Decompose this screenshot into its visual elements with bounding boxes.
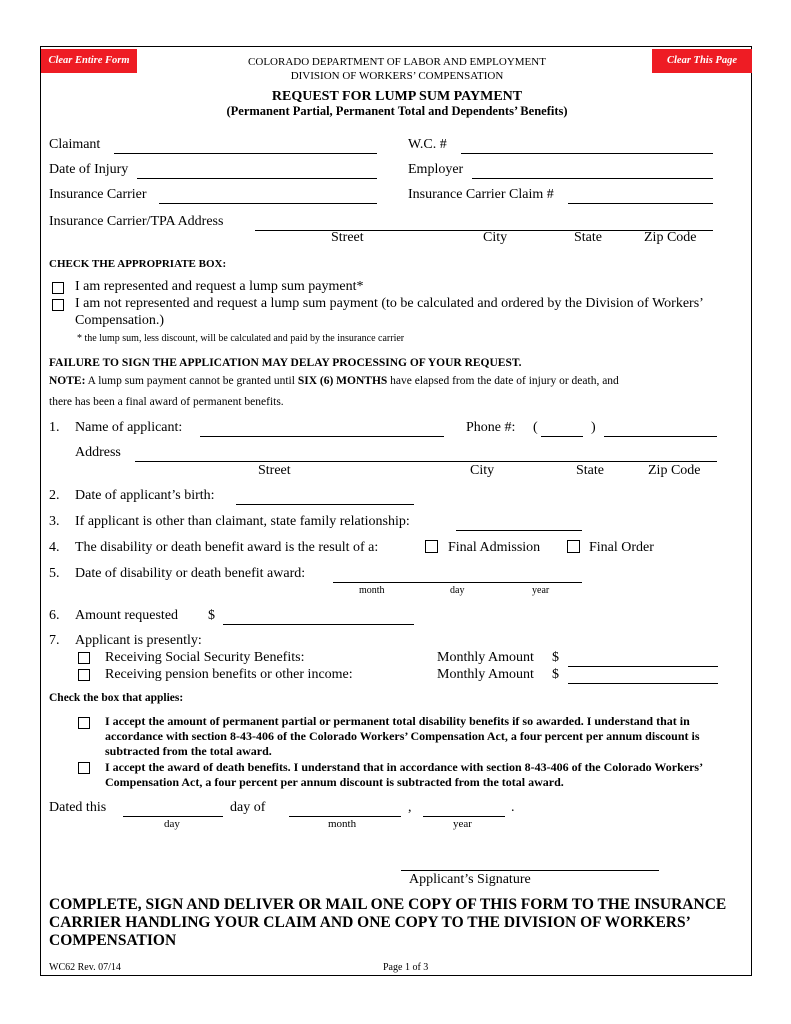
applicant-address-input[interactable]: [135, 446, 717, 462]
pension-dollar-sign: $: [552, 667, 559, 682]
dated-day-input[interactable]: [123, 801, 223, 817]
check-box-heading: CHECK THE APPROPRIATE BOX:: [49, 258, 227, 270]
item-5-number: 5.: [49, 566, 60, 581]
item-3-number: 3.: [49, 514, 60, 529]
amount-requested-input[interactable]: [223, 609, 414, 625]
applicant-city-label: City: [470, 463, 495, 478]
item-1-number: 1.: [49, 420, 60, 435]
carrier-claim-label: Insurance Carrier Claim #: [408, 187, 554, 202]
form-subtitle: (Permanent Partial, Permanent Total and Dependents’ Benefits): [226, 104, 568, 118]
dated-period: .: [511, 800, 515, 815]
state-label: State: [574, 230, 602, 245]
applies-heading: Check the box that applies:: [49, 692, 184, 704]
note-six-months: SIX (6) MONTHS: [297, 375, 388, 387]
applicant-name-label: Name of applicant:: [75, 420, 183, 435]
award-day-caption: day: [450, 585, 465, 596]
ss-monthly-input[interactable]: [568, 651, 718, 667]
delivery-instructions: COMPLETE, SIGN AND DELIVER OR MAIL ONE COPY OF THIS FORM TO THE INSURANCE CARRIER HANDLING YOUR CLAIM AND ONE COPY TO THE DIVISION OF WORKERS’ COMPENSATION: [49, 896, 727, 949]
page-number: Page 1 of 3: [383, 962, 429, 973]
day-of-label: day of: [230, 800, 266, 815]
represented-checkbox[interactable]: [52, 282, 64, 294]
pension-checkbox[interactable]: [78, 669, 90, 681]
dated-this-label: Dated this: [49, 800, 107, 815]
note-label: NOTE:: [49, 375, 86, 387]
accept-disability-text: I accept the amount of permanent partial or permanent total disability benefits if so awarded. I understand that in accordance with section 8-43-406 of the Colorado Workers’ Compensation Act, a four percent per annum discount is subtracted from the total award.: [105, 714, 700, 758]
item-4-number: 4.: [49, 540, 60, 555]
carrier-address-input[interactable]: [255, 215, 713, 231]
social-security-label: Receiving Social Security Benefits:: [105, 650, 305, 665]
not-represented-label: I am not represented and request a lump sum payment (to be calculated and ordered by the Division of Workers’: [75, 296, 704, 311]
pension-label: Receiving pension benefits or other income:: [105, 667, 353, 682]
city-label: City: [483, 230, 508, 245]
applicant-address-label: Address: [75, 445, 121, 460]
accept-disability-checkbox[interactable]: [78, 717, 90, 729]
note-text-2: have elapsed from the date of injury or death, and: [387, 375, 619, 387]
phone-area-code-input[interactable]: [541, 421, 583, 437]
signature-label: Applicant’s Signature: [409, 872, 531, 887]
phone-number-input[interactable]: [604, 421, 717, 437]
amount-dollar-sign: $: [208, 608, 215, 623]
carrier-address-label: Insurance Carrier/TPA Address: [49, 214, 224, 229]
note-text-1: A lump sum payment cannot be granted until: [85, 375, 298, 387]
note-line-2: there has been a final award of permanent benefits.: [49, 396, 284, 408]
final-order-label: Final Order: [589, 540, 654, 555]
award-date-label: Date of disability or death benefit award:: [75, 566, 306, 581]
agency-name: COLORADO DEPARTMENT OF LABOR AND EMPLOYMENT: [248, 56, 546, 68]
phone-open-paren: (: [533, 420, 538, 435]
clear-this-page-button[interactable]: Clear This Page: [652, 49, 752, 73]
applicant-zip-label: Zip Code: [648, 463, 701, 478]
social-security-checkbox[interactable]: [78, 652, 90, 664]
zip-label: Zip Code: [644, 230, 697, 245]
form-title: REQUEST FOR LUMP SUM PAYMENT: [271, 89, 523, 104]
employer-input[interactable]: [472, 163, 713, 179]
six-month-note: [49, 375, 619, 387]
amount-requested-label: Amount requested: [75, 608, 179, 623]
carrier-claim-input[interactable]: [568, 188, 713, 204]
lump-sum-footnote: * the lump sum, less discount, will be calculated and paid by the insurance carrier: [77, 333, 405, 344]
birth-date-input[interactable]: [236, 489, 414, 505]
award-date-input[interactable]: [333, 567, 582, 583]
item-2-number: 2.: [49, 488, 60, 503]
failure-warning: FAILURE TO SIGN THE APPLICATION MAY DELAY PROCESSING OF YOUR REQUEST.: [49, 357, 522, 369]
dated-year-input[interactable]: [423, 801, 505, 817]
final-admission-label: Final Admission: [448, 540, 541, 555]
clear-entire-form-button[interactable]: Clear Entire Form: [41, 49, 137, 73]
final-order-checkbox[interactable]: [567, 540, 580, 553]
relationship-input[interactable]: [456, 515, 582, 531]
applicant-street-label: Street: [258, 463, 291, 478]
represented-label: I am represented and request a lump sum payment*: [75, 279, 364, 294]
award-result-label: The disability or death benefit award is the result of a:: [75, 540, 379, 555]
dated-comma: ,: [408, 800, 412, 815]
final-admission-checkbox[interactable]: [425, 540, 438, 553]
claimant-label: Claimant: [49, 137, 101, 152]
insurance-carrier-input[interactable]: [159, 188, 377, 204]
dated-month-caption: month: [328, 818, 357, 830]
dated-day-caption: day: [164, 818, 180, 830]
not-represented-checkbox[interactable]: [52, 299, 64, 311]
not-represented-label-cont: Compensation.): [75, 313, 165, 328]
presently-label: Applicant is presently:: [75, 633, 202, 648]
form-page: [40, 46, 752, 976]
item-7-number: 7.: [49, 633, 60, 648]
pension-monthly-label: Monthly Amount: [437, 667, 534, 682]
form-id: WC62 Rev. 07/14: [49, 962, 121, 973]
relationship-label: If applicant is other than claimant, state family relationship:: [75, 514, 410, 529]
street-label: Street: [331, 230, 364, 245]
wc-number-label: W.C. #: [408, 137, 447, 152]
dated-year-caption: year: [453, 818, 472, 830]
phone-label: Phone #:: [466, 420, 516, 435]
accept-death-text: I accept the award of death benefits. I understand that in accordance with section 8-43-406 of the Colorado Workers’ Compensation Act, a four percent per annum discount is subtracted from the total award.: [105, 760, 703, 789]
employer-label: Employer: [408, 162, 464, 177]
award-month-caption: month: [359, 585, 385, 596]
wc-number-input[interactable]: [461, 138, 713, 154]
birth-date-label: Date of applicant’s birth:: [75, 488, 215, 503]
claimant-input[interactable]: [114, 138, 377, 154]
dated-month-input[interactable]: [289, 801, 401, 817]
applicant-name-input[interactable]: [200, 421, 444, 437]
signature-input[interactable]: [401, 855, 659, 871]
date-of-injury-input[interactable]: [137, 163, 377, 179]
division-name: DIVISION OF WORKERS’ COMPENSATION: [290, 70, 504, 82]
award-year-caption: year: [532, 585, 550, 596]
date-of-injury-label: Date of Injury: [49, 162, 129, 177]
applicant-state-label: State: [576, 463, 604, 478]
phone-close-paren: ): [591, 420, 596, 435]
item-6-number: 6.: [49, 608, 60, 623]
pension-monthly-input[interactable]: [568, 668, 718, 684]
ss-dollar-sign: $: [552, 650, 559, 665]
insurance-carrier-label: Insurance Carrier: [49, 187, 147, 202]
accept-death-checkbox[interactable]: [78, 762, 90, 774]
ss-monthly-label: Monthly Amount: [437, 650, 534, 665]
